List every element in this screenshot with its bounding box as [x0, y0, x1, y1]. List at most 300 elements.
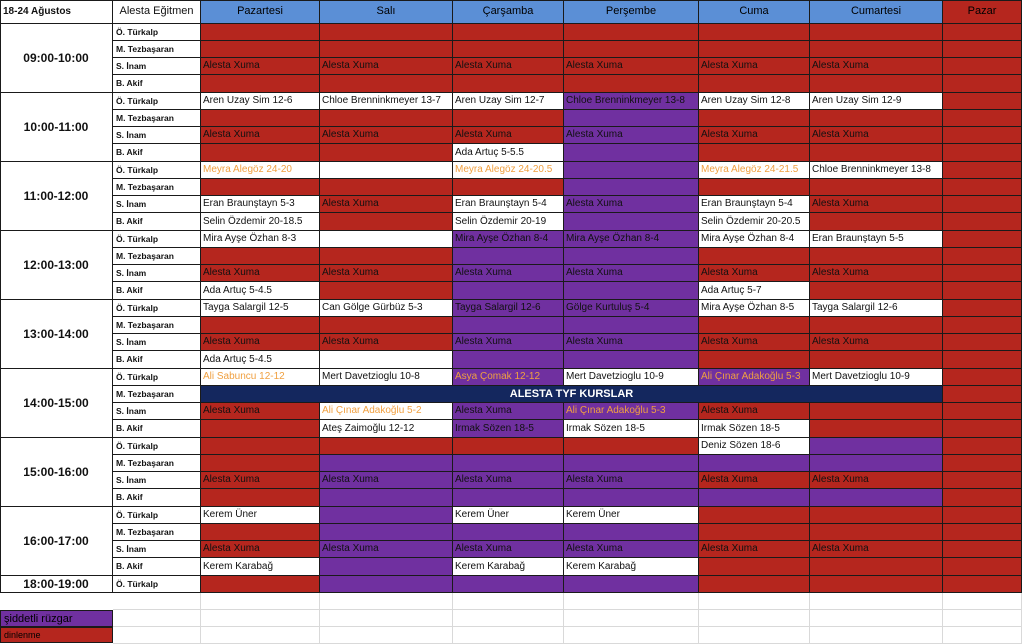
- schedule-cell[interactable]: [320, 179, 453, 196]
- trainer-name: S. İnam: [113, 541, 201, 558]
- schedule-cell[interactable]: Deniz Sözen 18-6: [699, 438, 810, 455]
- empty-cell: [453, 610, 564, 627]
- schedule-cell[interactable]: [453, 524, 564, 541]
- schedule-cell[interactable]: [943, 576, 1022, 593]
- schedule-cell[interactable]: [320, 576, 453, 593]
- trainer-name: S. İnam: [113, 265, 201, 282]
- empty-cell: [943, 593, 1022, 610]
- trainer-name: M. Tezbaşaran: [113, 524, 201, 541]
- schedule-cell[interactable]: Alesta Xuma: [810, 127, 943, 144]
- trainer-name: B. Akif: [113, 144, 201, 162]
- schedule-cell[interactable]: [320, 162, 453, 179]
- schedule-cell[interactable]: Kerem Karabağ: [453, 558, 564, 576]
- schedule-cell[interactable]: [320, 351, 453, 369]
- schedule-cell[interactable]: Alesta Xuma: [201, 334, 320, 351]
- schedule-cell[interactable]: Can Gölge Gürbüz 5-3: [320, 300, 453, 317]
- schedule-cell[interactable]: Alesta Xuma: [453, 127, 564, 144]
- schedule-cell[interactable]: Selin Özdemir 20-18.5: [201, 213, 320, 231]
- table-left-border: [0, 0, 1, 593]
- trainer-name: S. İnam: [113, 58, 201, 75]
- schedule-cell[interactable]: [564, 110, 699, 127]
- schedule-cell[interactable]: Meyra Alegöz 24-20: [201, 162, 320, 179]
- schedule-cell[interactable]: [699, 248, 810, 265]
- trainer-name: S. İnam: [113, 403, 201, 420]
- schedule-cell[interactable]: Alesta Xuma: [810, 472, 943, 489]
- schedule-cell[interactable]: Alesta Xuma: [810, 265, 943, 282]
- empty-cell: [201, 593, 320, 610]
- trainer-name: B. Akif: [113, 282, 201, 300]
- schedule-cell[interactable]: [699, 576, 810, 593]
- schedule-cell[interactable]: Alesta Xuma: [699, 334, 810, 351]
- schedule-cell[interactable]: Mira Ayşe Özhan 8-5: [699, 300, 810, 317]
- schedule-cell[interactable]: [201, 75, 320, 93]
- schedule-cell[interactable]: Ali Çınar Adakoğlu 5-2: [320, 403, 453, 420]
- trainer-name: Ö. Türkalp: [113, 24, 201, 41]
- empty-cell: [699, 627, 810, 644]
- schedule-cell[interactable]: Alesta Xuma: [320, 58, 453, 75]
- schedule-cell[interactable]: [943, 403, 1022, 420]
- schedule-cell[interactable]: Kerem Karabağ: [564, 558, 699, 576]
- schedule-cell[interactable]: Alesta Xuma: [564, 472, 699, 489]
- empty-cell: [113, 610, 201, 627]
- schedule-cell[interactable]: [943, 489, 1022, 507]
- schedule-cell[interactable]: [320, 558, 453, 576]
- schedule-cell[interactable]: [810, 179, 943, 196]
- empty-cell: [810, 593, 943, 610]
- schedule-cell[interactable]: [320, 248, 453, 265]
- time-slot-4: 12:00-13:00: [0, 231, 113, 300]
- schedule-cell[interactable]: [699, 524, 810, 541]
- schedule-cell[interactable]: Ali Çınar Adakoğlu 5-3: [564, 403, 699, 420]
- schedule-cell[interactable]: [943, 472, 1022, 489]
- empty-cell: [201, 610, 320, 627]
- schedule-cell[interactable]: Aren Uzay Sim 12-7: [453, 93, 564, 110]
- trainer-name: M. Tezbaşaran: [113, 386, 201, 403]
- schedule-cell[interactable]: Alesta Xuma: [699, 541, 810, 558]
- schedule-cell[interactable]: [564, 489, 699, 507]
- schedule-cell[interactable]: Aren Uzay Sim 12-9: [810, 93, 943, 110]
- trainer-column-header: Alesta Eğitmen: [113, 0, 201, 24]
- schedule-cell[interactable]: [201, 110, 320, 127]
- schedule-cell[interactable]: Alesta Xuma: [564, 196, 699, 213]
- schedule-cell[interactable]: [453, 248, 564, 265]
- schedule-cell[interactable]: Alesta Xuma: [201, 265, 320, 282]
- trainer-name: Ö. Türkalp: [113, 507, 201, 524]
- schedule-cell[interactable]: [699, 41, 810, 58]
- schedule-cell[interactable]: [943, 541, 1022, 558]
- schedule-cell[interactable]: [943, 110, 1022, 127]
- schedule-cell[interactable]: [943, 282, 1022, 300]
- schedule-cell[interactable]: [453, 282, 564, 300]
- schedule-cell[interactable]: [810, 576, 943, 593]
- schedule-cell[interactable]: [201, 179, 320, 196]
- schedule-cell[interactable]: [320, 317, 453, 334]
- day-header-1[interactable]: Pazartesi: [201, 0, 320, 24]
- empty-cell: [453, 627, 564, 644]
- schedule-cell[interactable]: [810, 524, 943, 541]
- schedule-cell[interactable]: [943, 455, 1022, 472]
- schedule-cell[interactable]: [320, 489, 453, 507]
- day-header-3[interactable]: Çarşamba: [453, 0, 564, 24]
- schedule-cell[interactable]: Alesta Xuma: [699, 265, 810, 282]
- trainer-name: S. İnam: [113, 196, 201, 213]
- empty-cell: [699, 610, 810, 627]
- schedule-cell[interactable]: [943, 24, 1022, 41]
- schedule-cell[interactable]: [699, 317, 810, 334]
- day-header-7[interactable]: Pazar: [943, 0, 1022, 24]
- schedule-cell[interactable]: [320, 144, 453, 162]
- schedule-cell[interactable]: Mira Ayşe Özhan 8-4: [564, 231, 699, 248]
- trainer-name: S. İnam: [113, 334, 201, 351]
- schedule-cell[interactable]: Alesta Xuma: [201, 472, 320, 489]
- schedule-cell[interactable]: [564, 75, 699, 93]
- schedule-cell[interactable]: Chloe Brenninkmeyer 13-8: [810, 162, 943, 179]
- schedule-cell[interactable]: [320, 110, 453, 127]
- course-banner: ALESTA TYF KURSLAR: [201, 386, 943, 403]
- schedule-cell[interactable]: [453, 455, 564, 472]
- schedule-cell[interactable]: [564, 24, 699, 41]
- schedule-cell[interactable]: Mert Davetzioglu 10-9: [810, 369, 943, 386]
- schedule-cell[interactable]: [943, 369, 1022, 386]
- schedule-cell[interactable]: [943, 386, 1022, 403]
- trainer-name: Ö. Türkalp: [113, 438, 201, 455]
- schedule-cell[interactable]: [810, 455, 943, 472]
- schedule-cell[interactable]: [453, 24, 564, 41]
- schedule-cell[interactable]: Chloe Brenninkmeyer 13-8: [564, 93, 699, 110]
- schedule-cell[interactable]: Ali Çınar Adakoğlu 5-3: [699, 369, 810, 386]
- schedule-cell[interactable]: Alesta Xuma: [453, 334, 564, 351]
- schedule-cell[interactable]: [810, 420, 943, 438]
- schedule-cell[interactable]: [453, 41, 564, 58]
- table-top-border: [0, 0, 1022, 1]
- schedule-cell[interactable]: [453, 75, 564, 93]
- schedule-cell[interactable]: [943, 196, 1022, 213]
- schedule-cell[interactable]: [943, 41, 1022, 58]
- schedule-cell[interactable]: Ada Artuç 5-4.5: [201, 282, 320, 300]
- schedule-cell[interactable]: Alesta Xuma: [453, 541, 564, 558]
- schedule-cell[interactable]: [699, 110, 810, 127]
- schedule-cell[interactable]: Alesta Xuma: [564, 334, 699, 351]
- schedule-cell[interactable]: [201, 438, 320, 455]
- empty-cell: [320, 627, 453, 644]
- schedule-cell[interactable]: Ada Artuç 5-4.5: [201, 351, 320, 369]
- schedule-cell[interactable]: Alesta Xuma: [201, 541, 320, 558]
- schedule-cell[interactable]: [564, 213, 699, 231]
- empty-cell: [453, 593, 564, 610]
- schedule-cell[interactable]: [810, 75, 943, 93]
- schedule-cell[interactable]: [943, 93, 1022, 110]
- empty-cell: [113, 593, 201, 610]
- empty-cell: [699, 593, 810, 610]
- empty-cell: [943, 627, 1022, 644]
- empty-cell: [943, 610, 1022, 627]
- schedule-cell[interactable]: [810, 282, 943, 300]
- schedule-cell[interactable]: Mira Ayşe Özhan 8-3: [201, 231, 320, 248]
- schedule-cell[interactable]: Aren Uzay Sim 12-8: [699, 93, 810, 110]
- schedule-cell[interactable]: Kerem Üner: [564, 507, 699, 524]
- schedule-cell[interactable]: [201, 455, 320, 472]
- schedule-cell[interactable]: Ali Sabuncu 12-12: [201, 369, 320, 386]
- schedule-cell[interactable]: Irmak Sözen 18-5: [699, 420, 810, 438]
- schedule-cell[interactable]: [810, 507, 943, 524]
- trainer-name: Ö. Türkalp: [113, 300, 201, 317]
- schedule-cell[interactable]: Alesta Xuma: [564, 127, 699, 144]
- schedule-cell[interactable]: [453, 489, 564, 507]
- schedule-cell[interactable]: [453, 317, 564, 334]
- schedule-cell[interactable]: [810, 489, 943, 507]
- schedule-cell[interactable]: [943, 179, 1022, 196]
- schedule-cell[interactable]: Alesta Xuma: [320, 334, 453, 351]
- schedule-cell[interactable]: [810, 351, 943, 369]
- schedule-cell[interactable]: Chloe Brenninkmeyer 13-7: [320, 93, 453, 110]
- schedule-cell[interactable]: [699, 179, 810, 196]
- schedule-cell[interactable]: Asya Çomak 12-12: [453, 369, 564, 386]
- schedule-cell[interactable]: [943, 524, 1022, 541]
- schedule-cell[interactable]: [201, 420, 320, 438]
- schedule-cell[interactable]: Alesta Xuma: [320, 265, 453, 282]
- time-slot-7: 15:00-16:00: [0, 438, 113, 507]
- schedule-cell[interactable]: [320, 213, 453, 231]
- schedule-cell[interactable]: Alesta Xuma: [320, 196, 453, 213]
- schedule-cell[interactable]: [943, 248, 1022, 265]
- empty-cell: [320, 610, 453, 627]
- time-slot-5: 13:00-14:00: [0, 300, 113, 369]
- schedule-cell[interactable]: Mira Ayşe Özhan 8-4: [699, 231, 810, 248]
- schedule-cell[interactable]: Alesta Xuma: [699, 403, 810, 420]
- schedule-cell[interactable]: Alesta Xuma: [453, 472, 564, 489]
- schedule-cell[interactable]: [943, 162, 1022, 179]
- schedule-cell[interactable]: [699, 558, 810, 576]
- time-slot-2: 10:00-11:00: [0, 93, 113, 162]
- schedule-cell[interactable]: [320, 75, 453, 93]
- schedule-cell[interactable]: Irmak Sözen 18-5: [453, 420, 564, 438]
- schedule-cell[interactable]: [810, 248, 943, 265]
- schedule-cell[interactable]: [699, 75, 810, 93]
- schedule-cell[interactable]: [453, 351, 564, 369]
- schedule-cell[interactable]: [699, 24, 810, 41]
- trainer-name: B. Akif: [113, 351, 201, 369]
- schedule-cell[interactable]: [810, 403, 943, 420]
- schedule-cell[interactable]: Mert Davetzioglu 10-9: [564, 369, 699, 386]
- schedule-cell[interactable]: Alesta Xuma: [320, 472, 453, 489]
- schedule-cell[interactable]: Ada Artuç 5-5.5: [453, 144, 564, 162]
- schedule-cell[interactable]: [810, 317, 943, 334]
- schedule-cell[interactable]: [943, 231, 1022, 248]
- schedule-cell[interactable]: Alesta Xuma: [320, 541, 453, 558]
- trainer-name: Ö. Türkalp: [113, 369, 201, 386]
- empty-cell: [564, 627, 699, 644]
- schedule-cell[interactable]: [453, 179, 564, 196]
- schedule-cell[interactable]: [564, 524, 699, 541]
- empty-cell: [810, 610, 943, 627]
- time-slot-8: 16:00-17:00: [0, 507, 113, 576]
- schedule-cell[interactable]: Alesta Xuma: [810, 334, 943, 351]
- schedule-cell[interactable]: [943, 300, 1022, 317]
- schedule-cell[interactable]: Alesta Xuma: [201, 127, 320, 144]
- schedule-cell[interactable]: [320, 438, 453, 455]
- schedule-cell[interactable]: Alesta Xuma: [320, 127, 453, 144]
- empty-cell: [564, 593, 699, 610]
- schedule-cell[interactable]: [320, 455, 453, 472]
- schedule-cell[interactable]: [699, 351, 810, 369]
- schedule-cell[interactable]: [943, 438, 1022, 455]
- schedule-cell[interactable]: Alesta Xuma: [201, 58, 320, 75]
- schedule-cell[interactable]: [201, 524, 320, 541]
- schedule-cell[interactable]: [564, 282, 699, 300]
- schedule-cell[interactable]: [564, 41, 699, 58]
- schedule-cell[interactable]: [201, 317, 320, 334]
- schedule-cell[interactable]: [810, 213, 943, 231]
- schedule-cell[interactable]: [201, 248, 320, 265]
- schedule-cell[interactable]: Kerem Karabağ: [201, 558, 320, 576]
- time-slot-6: 14:00-15:00: [0, 369, 113, 438]
- schedule-cell[interactable]: [201, 576, 320, 593]
- schedule-cell[interactable]: [453, 110, 564, 127]
- schedule-cell[interactable]: Alesta Xuma: [453, 265, 564, 282]
- schedule-cell[interactable]: Eran Braunştayn 5-5: [810, 231, 943, 248]
- schedule-cell[interactable]: [943, 58, 1022, 75]
- schedule-cell[interactable]: Alesta Xuma: [810, 58, 943, 75]
- schedule-cell[interactable]: [201, 24, 320, 41]
- schedule-cell[interactable]: [943, 334, 1022, 351]
- schedule-cell[interactable]: Alesta Xuma: [453, 58, 564, 75]
- schedule-cell[interactable]: Alesta Xuma: [201, 403, 320, 420]
- schedule-cell[interactable]: Meyra Alegöz 24-21.5: [699, 162, 810, 179]
- schedule-cell[interactable]: Tayga Salargil 12-6: [453, 300, 564, 317]
- schedule-cell[interactable]: [453, 438, 564, 455]
- schedule-cell[interactable]: [943, 558, 1022, 576]
- schedule-cell[interactable]: Irmak Sözen 18-5: [564, 420, 699, 438]
- schedule-cell[interactable]: Eran Braunştayn 5-3: [201, 196, 320, 213]
- schedule-cell[interactable]: [943, 351, 1022, 369]
- schedule-cell[interactable]: [699, 455, 810, 472]
- empty-cell: [201, 627, 320, 644]
- schedule-cell[interactable]: [810, 110, 943, 127]
- schedule-cell[interactable]: Ada Artuç 5-7: [699, 282, 810, 300]
- schedule-cell[interactable]: [564, 455, 699, 472]
- schedule-cell[interactable]: [564, 179, 699, 196]
- schedule-cell[interactable]: [320, 24, 453, 41]
- schedule-cell[interactable]: [810, 41, 943, 58]
- schedule-cell[interactable]: Alesta Xuma: [699, 472, 810, 489]
- schedule-cell[interactable]: [810, 24, 943, 41]
- date-range-header: 18-24 Ağustos: [0, 0, 113, 24]
- schedule-cell[interactable]: Alesta Xuma: [699, 127, 810, 144]
- schedule-cell[interactable]: [699, 507, 810, 524]
- schedule-cell[interactable]: Selin Özdemir 20-19: [453, 213, 564, 231]
- schedule-cell[interactable]: Alesta Xuma: [810, 196, 943, 213]
- schedule-cell[interactable]: [564, 351, 699, 369]
- schedule-cell[interactable]: Gölge Kurtuluş 5-4: [564, 300, 699, 317]
- schedule-cell[interactable]: Tayga Salargil 12-6: [810, 300, 943, 317]
- schedule-cell[interactable]: Ateş Zaimoğlu 12-12: [320, 420, 453, 438]
- schedule-cell[interactable]: Alesta Xuma: [699, 58, 810, 75]
- trainer-name: B. Akif: [113, 213, 201, 231]
- schedule-cell[interactable]: Mira Ayşe Özhan 8-4: [453, 231, 564, 248]
- trainer-name: M. Tezbaşaran: [113, 110, 201, 127]
- trainer-name: B. Akif: [113, 420, 201, 438]
- schedule-cell[interactable]: [320, 231, 453, 248]
- schedule-cell[interactable]: [564, 438, 699, 455]
- legend-dinlenme: dinlenme: [0, 627, 113, 643]
- trainer-name: M. Tezbaşaran: [113, 179, 201, 196]
- schedule-cell[interactable]: Eran Braunştayn 5-4: [453, 196, 564, 213]
- schedule-cell[interactable]: [943, 127, 1022, 144]
- schedule-cell[interactable]: [943, 317, 1022, 334]
- legend-siddetli-ruzgar: şiddetli rüzgar: [0, 610, 113, 627]
- schedule-cell[interactable]: [201, 41, 320, 58]
- schedule-cell[interactable]: [943, 213, 1022, 231]
- trainer-name: B. Akif: [113, 75, 201, 93]
- schedule-cell[interactable]: [201, 144, 320, 162]
- schedule-cell[interactable]: Eran Braunştayn 5-4: [699, 196, 810, 213]
- schedule-cell[interactable]: [943, 265, 1022, 282]
- time-slot-1: 09:00-10:00: [0, 24, 113, 93]
- trainer-name: M. Tezbaşaran: [113, 41, 201, 58]
- trainer-name: Ö. Türkalp: [113, 162, 201, 179]
- schedule-cell[interactable]: Aren Uzay Sim 12-6: [201, 93, 320, 110]
- schedule-cell[interactable]: [564, 144, 699, 162]
- schedule-cell[interactable]: [564, 317, 699, 334]
- schedule-cell[interactable]: [810, 558, 943, 576]
- trainer-name: Ö. Türkalp: [113, 231, 201, 248]
- schedule-cell[interactable]: Kerem Üner: [453, 507, 564, 524]
- schedule-cell[interactable]: [943, 420, 1022, 438]
- schedule-cell[interactable]: [320, 282, 453, 300]
- day-header-6[interactable]: Cumartesi: [810, 0, 943, 24]
- schedule-cell[interactable]: [564, 248, 699, 265]
- empty-cell: [113, 627, 201, 644]
- schedule-cell[interactable]: [320, 507, 453, 524]
- schedule-cell[interactable]: [699, 489, 810, 507]
- empty-cell: [320, 593, 453, 610]
- schedule-cell[interactable]: [201, 489, 320, 507]
- time-slot-3: 11:00-12:00: [0, 162, 113, 231]
- schedule-cell[interactable]: Alesta Xuma: [810, 541, 943, 558]
- schedule-cell[interactable]: [699, 144, 810, 162]
- trainer-name: M. Tezbaşaran: [113, 248, 201, 265]
- empty-cell: [810, 627, 943, 644]
- day-header-4[interactable]: Perşembe: [564, 0, 699, 24]
- schedule-cell[interactable]: Alesta Xuma: [453, 403, 564, 420]
- schedule-cell[interactable]: Mert Davetzioglu 10-8: [320, 369, 453, 386]
- schedule-cell[interactable]: Kerem Üner: [201, 507, 320, 524]
- schedule-cell[interactable]: [320, 524, 453, 541]
- trainer-name: M. Tezbaşaran: [113, 455, 201, 472]
- schedule-cell[interactable]: Tayga Salargil 12-5: [201, 300, 320, 317]
- schedule-cell[interactable]: [810, 438, 943, 455]
- schedule-cell[interactable]: Alesta Xuma: [564, 58, 699, 75]
- schedule-cell[interactable]: Selin Özdemir 20-20.5: [699, 213, 810, 231]
- schedule-cell[interactable]: [810, 144, 943, 162]
- schedule-cell[interactable]: [564, 162, 699, 179]
- schedule-cell[interactable]: [564, 576, 699, 593]
- schedule-cell[interactable]: [320, 41, 453, 58]
- schedule-cell[interactable]: Alesta Xuma: [564, 265, 699, 282]
- day-header-2[interactable]: Salı: [320, 0, 453, 24]
- trainer-name: M. Tezbaşaran: [113, 317, 201, 334]
- trainer-name: S. İnam: [113, 127, 201, 144]
- day-header-5[interactable]: Cuma: [699, 0, 810, 24]
- schedule-cell[interactable]: [943, 75, 1022, 93]
- schedule-cell[interactable]: [943, 144, 1022, 162]
- trainer-name: S. İnam: [113, 472, 201, 489]
- trainer-name: B. Akif: [113, 489, 201, 507]
- schedule-cell[interactable]: [943, 507, 1022, 524]
- schedule-cell[interactable]: [453, 576, 564, 593]
- schedule-cell[interactable]: Alesta Xuma: [564, 541, 699, 558]
- schedule-cell[interactable]: Meyra Alegöz 24-20.5: [453, 162, 564, 179]
